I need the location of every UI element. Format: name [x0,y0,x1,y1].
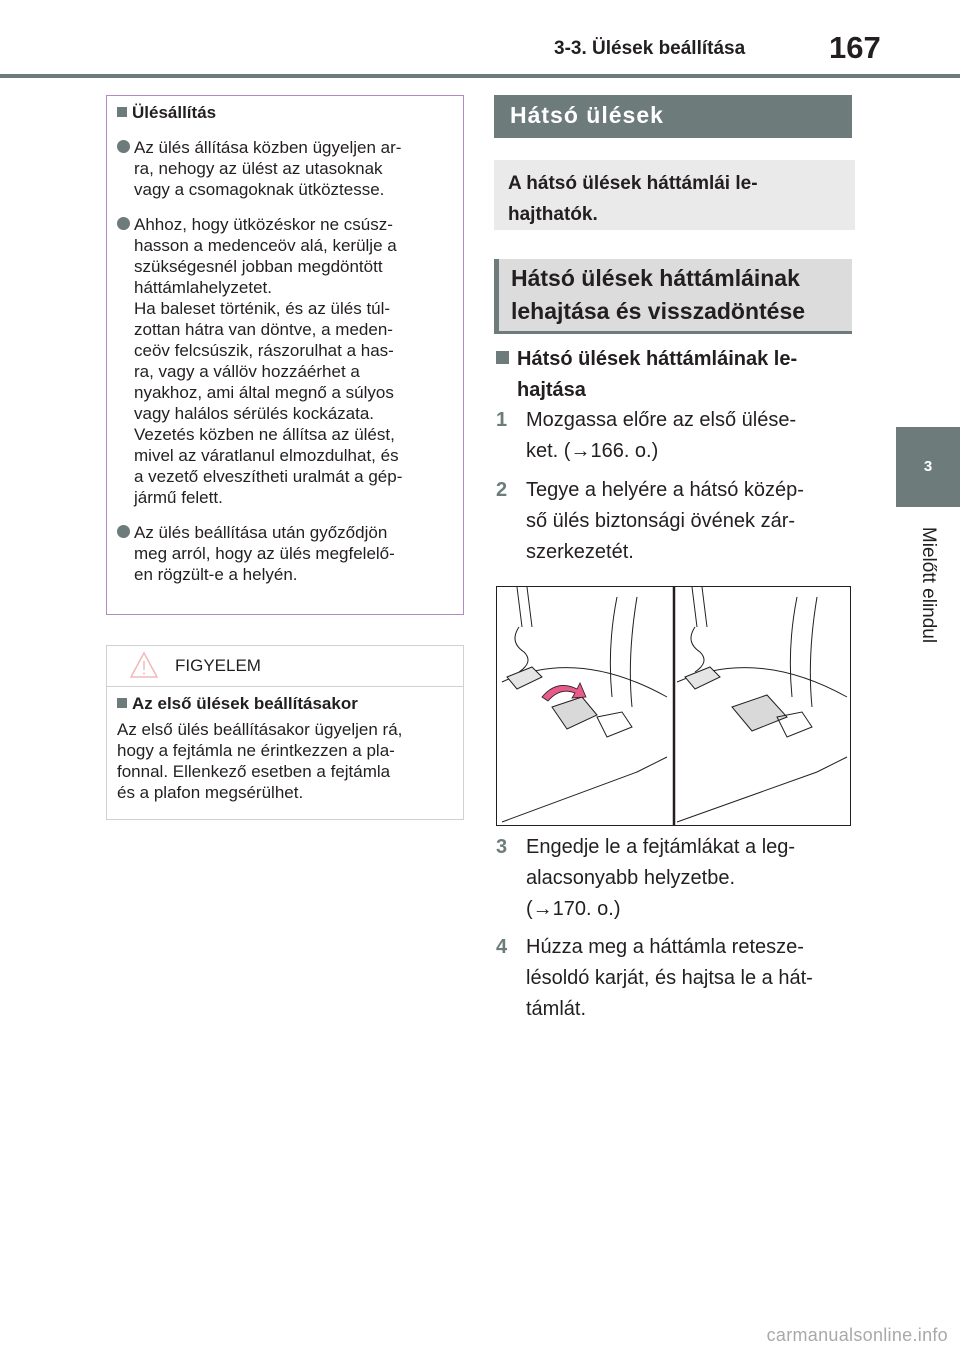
warning-subheading: Az első ülések beállításakor [117,693,451,714]
chapter-title: Mielőtt elindul [918,526,939,644]
subsection-title: Hátsó ülések háttámláinak lehajtása és visszadöntése [494,259,852,334]
seat-illustration [497,587,851,826]
info-bullet: Ahhoz, hogy ütközéskor ne csúsz- hasson a medenceöv alá, kerülje a szükségesnél jobban megdöntött háttámlahelyzetet. Ha baleset történik, és az ülés túl- zottan hátra van döntve, a meden- ceöv felcsúszik, rászorulhat a has- ra, vagy a vállöv hozzáérhet a nyakhoz, ami által megnő a súlyos vagy halálos sérülés kockázata. Vezetés közben ne állítsa az ülést, mivel az váratlanul elmozdulhat, és a vezető elveszítheti uralmát a gép- jármű felett. [117,214,451,508]
step-3 [496,832,856,925]
warning-text: Az első ülés beállításakor ügyeljen rá, hogy a fejtámla ne érintkezzen a pla- fonnal. Ellenkező esetben a fejtámla és a plafon megsérülhet. [117,720,403,802]
step-text: Tegye a helyére a hátsó közép- ső ülés biztonsági övének zár- szerkezetét. [526,479,804,563]
square-bullet-icon [117,698,127,708]
square-bullet-icon [496,351,509,364]
step-1 [496,405,856,467]
chapter-tab[interactable]: 3 [896,427,960,507]
info-heading: Ülésállítás [117,102,451,123]
step-2 [496,475,856,568]
seatbelt-illustration [496,586,851,826]
step-number: 3 [496,836,508,858]
step-text: Engedje le a fejtámlákat a leg- alacsonyabb helyzetbe. (→170. o.) [526,836,796,920]
step-text: Mozgassa előre az első ülése- ket. (→166. o.) [526,409,797,462]
info-bullet: Az ülés állítása közben ügyeljen ar- ra, nehogy az ülést az utasoknak vagy a csomagoknak ütköztesse. [117,137,451,200]
section-title: 3-3. Ülések beállítása [554,38,746,59]
step-number: 4 [496,936,508,958]
step-4 [496,932,856,1025]
warning-title: FIGYELEM [175,656,261,675]
header-rule [0,74,960,78]
warning-triangle-icon [129,651,159,679]
warning-header [107,646,463,687]
round-bullet-icon [117,217,130,230]
section-bar: Hátsó ülések [494,95,852,138]
info-bullet: Az ülés beállítása után győződjön meg arról, hogy az ülés megfelelő- en rögzült-e a helyén. [117,522,451,585]
warning-box [106,645,464,820]
procedure-heading: Hátsó ülések háttámláinak le- hajtása [496,344,856,406]
info-box [106,95,464,615]
watermark[interactable]: carmanualsonline.info [766,1325,948,1345]
step-text: Húzza meg a háttámla retesze- lésoldó karját, és hajtsa le a hát- támlát. [526,936,813,1020]
round-bullet-icon [117,140,130,153]
summary-box: A hátsó ülések háttámlái le- hajthatók. [494,160,855,230]
page-number: 167 [829,30,881,65]
square-bullet-icon [117,107,127,117]
round-bullet-icon [117,525,130,538]
step-number: 2 [496,479,508,501]
step-number: 1 [496,409,508,431]
